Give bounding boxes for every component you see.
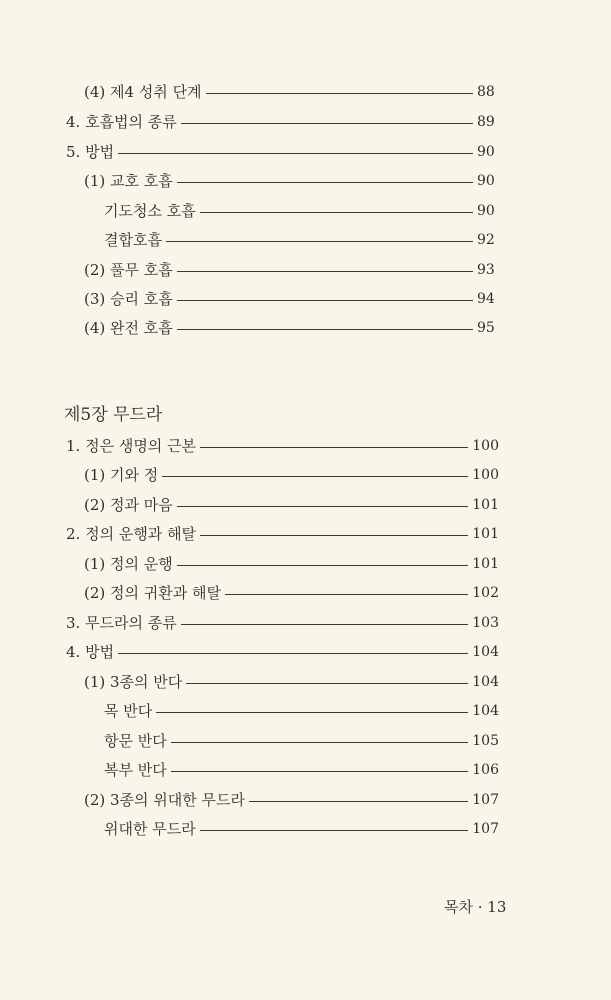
dot-leader [166, 241, 473, 242]
toc-entry-label: 3. 무드라의 종류 [66, 614, 177, 632]
toc-entry-page: 102 [472, 585, 499, 601]
toc-entry-page: 106 [472, 762, 499, 778]
page-folio: 목차 · 13 [444, 898, 507, 916]
dot-leader [177, 565, 469, 566]
toc-entry-page: 103 [472, 615, 499, 631]
toc-entry[interactable] [84, 315, 499, 341]
dot-leader [177, 506, 469, 507]
toc-entry[interactable] [84, 79, 499, 105]
dot-leader [181, 123, 473, 124]
toc-entry-label: 2. 정의 운행과 해탈 [66, 525, 197, 543]
toc-entry[interactable] [84, 492, 499, 518]
toc-entry[interactable] [84, 286, 499, 312]
toc-entry[interactable] [66, 139, 499, 165]
dot-leader [200, 447, 468, 448]
toc-entry-label: 4. 방법 [66, 643, 115, 661]
toc-entry-label: 기도청소 호흡 [104, 202, 196, 220]
toc-entry-label: 결합호흡 [104, 231, 162, 249]
dot-leader [249, 801, 468, 802]
dot-leader [225, 594, 468, 595]
toc-entry-page: 93 [477, 262, 495, 278]
toc-entry-label: (1) 3종의 반다 [84, 673, 183, 691]
toc-entry-page: 104 [472, 644, 499, 660]
chapter-title[interactable]: 제5장 무드라 [64, 405, 163, 425]
dot-leader [206, 93, 473, 94]
dot-leader [177, 300, 473, 301]
toc-entry[interactable] [104, 698, 499, 724]
toc-entry[interactable] [84, 462, 499, 488]
dot-leader [118, 653, 468, 654]
toc-entry[interactable] [84, 551, 499, 577]
dot-leader [171, 771, 469, 772]
toc-entry-page: 101 [472, 526, 499, 542]
dot-leader [177, 182, 473, 183]
toc-entry[interactable] [66, 610, 499, 636]
toc-entry[interactable] [104, 757, 499, 783]
toc-entry[interactable] [84, 257, 499, 283]
toc-entry[interactable] [104, 198, 499, 224]
toc-entry-page: 90 [477, 173, 495, 189]
toc-entry[interactable] [84, 787, 499, 813]
toc-entry-page: 104 [472, 674, 499, 690]
toc-entry-label: (1) 정의 운행 [84, 555, 173, 573]
toc-entry[interactable] [66, 433, 499, 459]
dot-leader [171, 742, 469, 743]
toc-entry-label: (2) 정의 귀환과 해탈 [84, 584, 221, 602]
toc-entry-label: (4) 완전 호흡 [84, 319, 173, 337]
dot-leader [162, 476, 468, 477]
toc-entry-label: 5. 방법 [66, 143, 115, 161]
toc-entry[interactable] [84, 580, 499, 606]
dot-leader [200, 212, 473, 213]
toc-entry-label: (2) 3종의 위대한 무드라 [84, 791, 246, 809]
toc-entry-label: (1) 기와 정 [84, 466, 159, 484]
toc-entry[interactable] [66, 109, 499, 135]
toc-entry-label: 복부 반다 [104, 761, 167, 779]
toc-entry-page: 100 [472, 438, 499, 454]
toc-entry-page: 94 [477, 291, 495, 307]
toc-entry-page: 101 [472, 556, 499, 572]
toc-entry-page: 88 [477, 84, 495, 100]
dot-leader [200, 535, 468, 536]
toc-entry-label: 4. 호흡법의 종류 [66, 113, 177, 131]
toc-entry[interactable] [84, 669, 499, 695]
toc-entry-label: (4) 제4 성취 단계 [84, 83, 202, 101]
toc-entry[interactable] [66, 639, 499, 665]
toc-entry-label: (2) 정과 마음 [84, 496, 173, 514]
toc-entry-page: 107 [472, 792, 499, 808]
toc-entry-label: 항문 반다 [104, 732, 167, 750]
dot-leader [156, 712, 468, 713]
toc-entry-page: 92 [477, 232, 495, 248]
toc-entry-label: (3) 승리 호흡 [84, 290, 173, 308]
toc-entry[interactable] [84, 168, 499, 194]
toc-entry-label: (1) 교호 호흡 [84, 172, 173, 190]
toc-entry-label: (2) 풀무 호흡 [84, 261, 173, 279]
dot-leader [177, 271, 473, 272]
toc-entry[interactable] [104, 816, 499, 842]
dot-leader [186, 683, 468, 684]
toc-entry-page: 104 [472, 703, 499, 719]
dot-leader [181, 624, 468, 625]
toc-entry-page: 89 [477, 114, 495, 130]
toc-entry[interactable] [104, 728, 499, 754]
toc-entry-page: 90 [477, 203, 495, 219]
dot-leader [177, 329, 473, 330]
toc-entry-label: 1. 정은 생명의 근본 [66, 437, 197, 455]
toc-entry-page: 100 [472, 467, 499, 483]
toc-entry-page: 105 [472, 733, 499, 749]
dot-leader [200, 830, 469, 831]
dot-leader [118, 153, 473, 154]
toc-entry[interactable] [66, 521, 499, 547]
toc-entry[interactable] [104, 227, 499, 253]
toc-entry-page: 107 [472, 821, 499, 837]
toc-entry-page: 90 [477, 144, 495, 160]
toc-entry-page: 95 [477, 320, 495, 336]
toc-entry-label: 위대한 무드라 [104, 820, 196, 838]
toc-entry-label: 목 반다 [104, 702, 153, 720]
toc-entry-page: 101 [472, 497, 499, 513]
